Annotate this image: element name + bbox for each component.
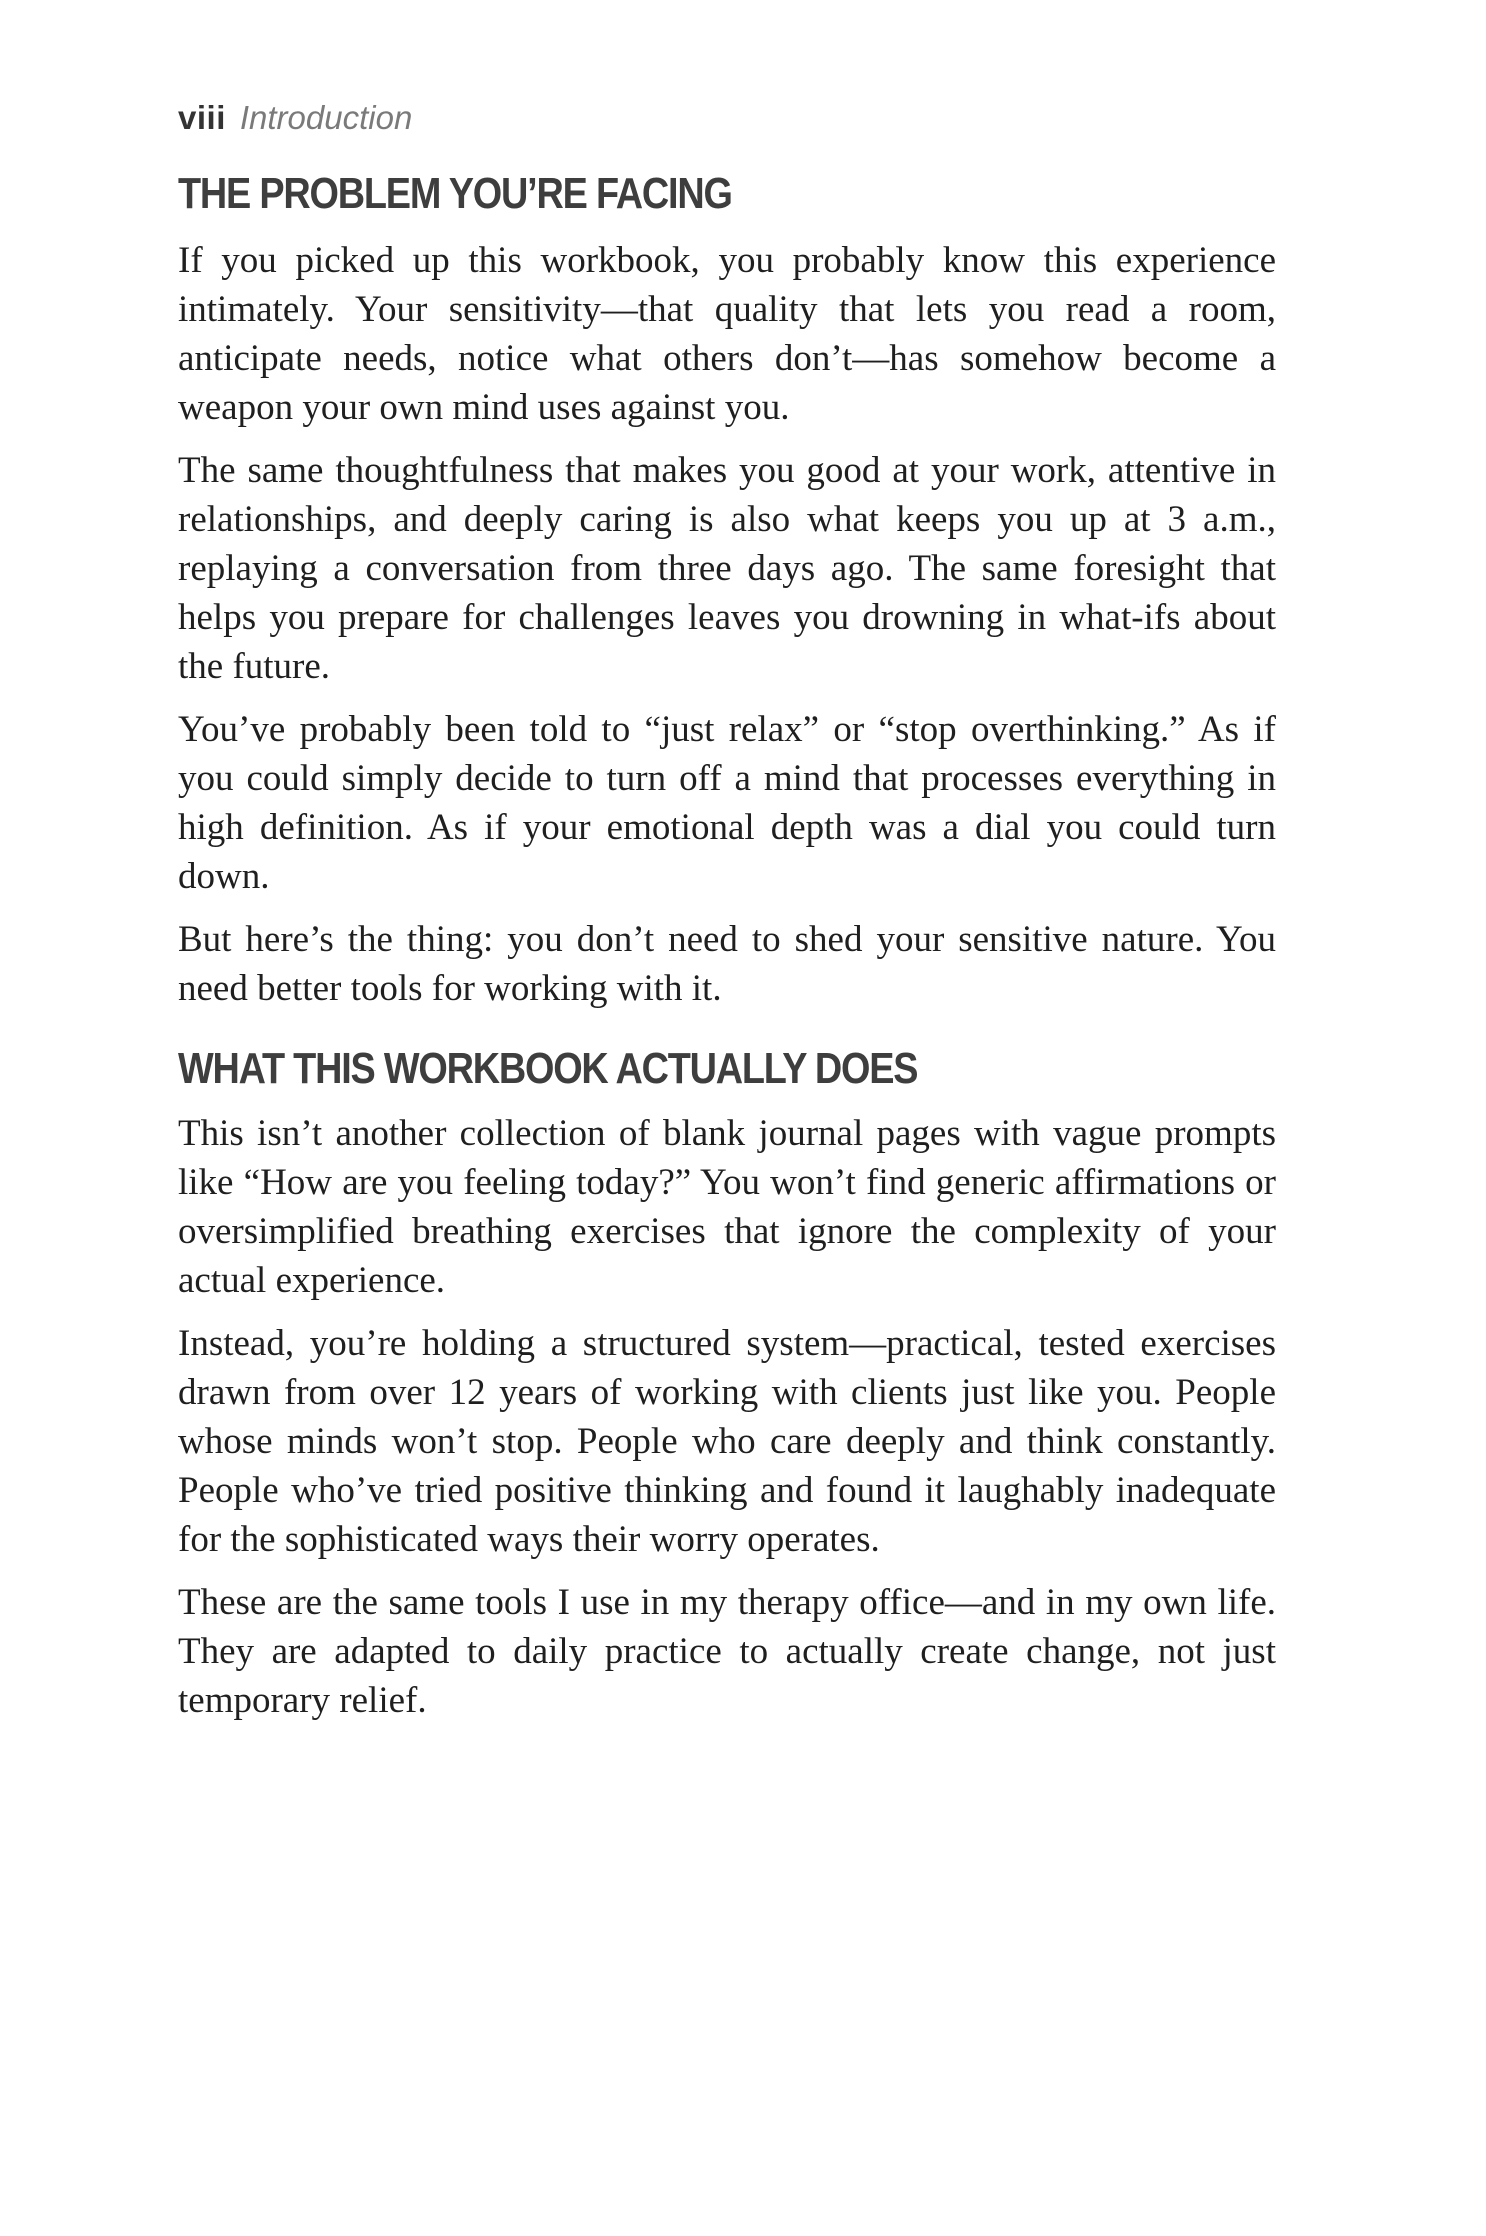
body-paragraph: But here’s the thing: you don’t need to shed your sensitive nature. You need better tools for working with it.: [178, 919, 1276, 1009]
page-number: viii: [178, 99, 226, 136]
body-paragraph: This isn’t another collection of blank journal pages with vague prompts like “How are you feeling today?” You won’t find generic affirmations or oversimplified breathing exercises that ignore the complexity of your actual experience.: [178, 1113, 1276, 1301]
body-paragraph: If you picked up this workbook, you probably know this experience intimately. Your sensitivity—that quality that lets you read a room, anticipate needs, notice what others don’t—has somehow become a weapon your own mind uses against you.: [178, 240, 1276, 428]
book-page: [178, 96, 1276, 1739]
running-head: [178, 96, 1276, 140]
body-paragraph: Instead, you’re holding a structured system—practical, tested exercises drawn from over 12 years of working with clients just like you. People whose minds won’t stop. People who care deeply and think constantly. People who’ve tried positive thinking and found it laughably inadequate for the sophisticated ways their worry operates.: [178, 1323, 1276, 1560]
body-paragraph: The same thoughtfulness that makes you good at your work, attentive in relationships, and deeply caring is also what keeps you up at 3 a.m., replaying a conversation from three days ago. The same foresight that helps you prepare for challenges leaves you drowning in what-ifs about the future.: [178, 450, 1276, 687]
body-paragraph: You’ve probably been told to “just relax” or “stop overthinking.” As if you could simply decide to turn off a mind that processes everything in high definition. As if your emotional depth was a dial you could turn down.: [178, 709, 1276, 897]
running-head-section: Introduction: [239, 99, 413, 136]
section-heading-problem: THE PROBLEM YOU’RE FACING: [178, 169, 732, 218]
section-heading-workbook: WHAT THIS WORKBOOK ACTUALLY DOES: [178, 1044, 918, 1093]
body-paragraph: These are the same tools I use in my therapy office—and in my own life. They are adapted to daily practice to actually create change, not just temporary relief.: [178, 1582, 1276, 1721]
